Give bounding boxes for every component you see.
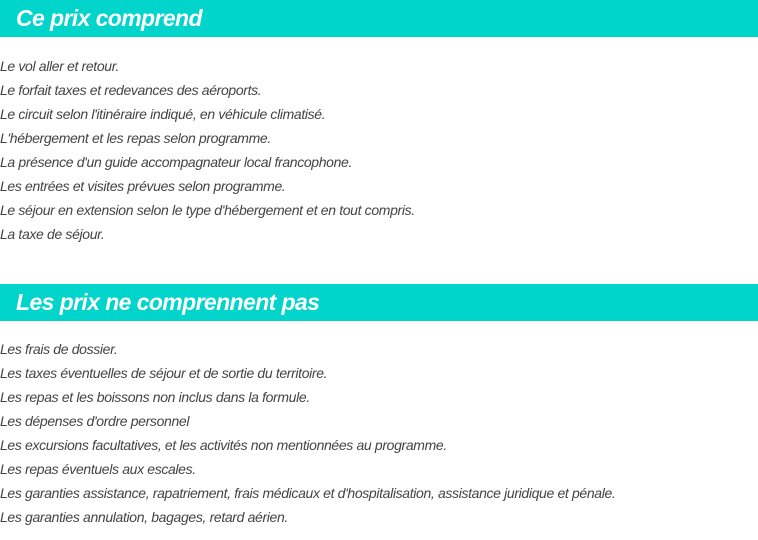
list-item: Les dépenses d'ordre personnel (0, 413, 190, 429)
list-item: Les entrées et visites prévues selon programme. (0, 178, 286, 194)
section-title: Ce prix comprend (16, 5, 202, 31)
price-includes-section (0, 0, 758, 246)
list-item: Le vol aller et retour. (0, 58, 120, 74)
list-item: Le forfait taxes et redevances des aéroports. (0, 82, 262, 98)
list-item: Les garanties annulation, bagages, retard aérien. (0, 509, 288, 525)
list-item: Les taxes éventuelles de séjour et de sortie du territoire. (0, 365, 328, 381)
excluded-items-list (0, 337, 758, 529)
list-item: Le séjour en extension selon le type d'hébergement et en tout compris. (0, 202, 415, 218)
section-header-banner (0, 0, 758, 37)
price-excludes-section (0, 284, 758, 529)
section-title: Les prix ne comprennent pas (16, 289, 320, 315)
list-item: La taxe de séjour. (0, 226, 105, 242)
list-item: Les garanties assistance, rapatriement, frais médicaux et d'hospitalisation, assistance juridique et pénale. (0, 485, 616, 501)
list-item: Les repas éventuels aux escales. (0, 461, 196, 477)
list-item: Les repas et les boissons non inclus dans la formule. (0, 389, 310, 405)
list-item: Les excursions facultatives, et les activités non mentionnées au programme. (0, 437, 447, 453)
list-item: Le circuit selon l'itinéraire indiqué, en véhicule climatisé. (0, 106, 326, 122)
list-item: L'hébergement et les repas selon programme. (0, 130, 271, 146)
list-item: La présence d'un guide accompagnateur local francophone. (0, 154, 353, 170)
included-items-list (0, 54, 758, 246)
section-header-banner (0, 284, 758, 321)
list-item: Les frais de dossier. (0, 341, 118, 357)
